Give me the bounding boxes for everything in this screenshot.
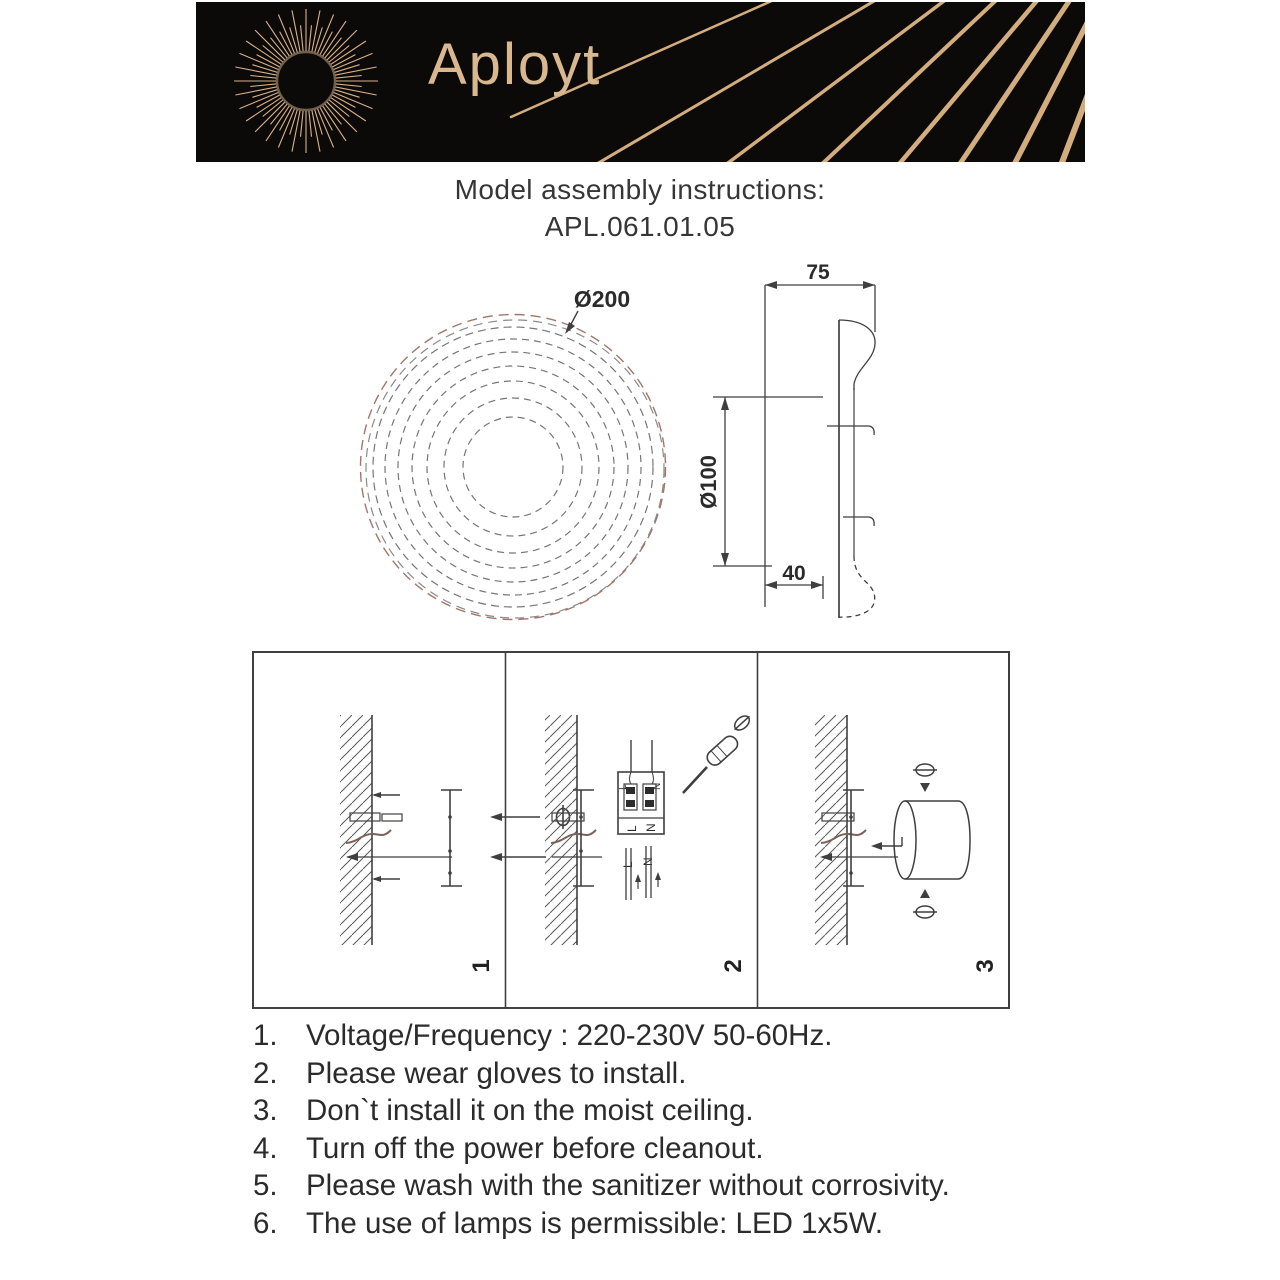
screwdriver-icon xyxy=(683,713,752,793)
item-text: Please wash with the sanitizer without corrosivity. xyxy=(306,1169,950,1202)
screw-icon xyxy=(913,889,937,918)
terminal-l-label: L xyxy=(625,825,639,832)
brand-logo: Aployt xyxy=(428,32,602,97)
item-text: Don`t install it on the moist ceiling. xyxy=(306,1094,754,1127)
lamp-side-view xyxy=(696,261,875,618)
item-number: 1. xyxy=(253,1019,278,1052)
screw-icon xyxy=(913,764,937,792)
item-number: 2. xyxy=(253,1056,278,1090)
wires-icon xyxy=(621,846,661,900)
list-item xyxy=(253,1056,1083,1090)
lamp-top-view xyxy=(361,286,666,620)
step1-number: 1 xyxy=(468,959,495,973)
item-number: 4. xyxy=(253,1131,278,1165)
assembly-steps-box xyxy=(253,652,1009,1008)
step3-panel xyxy=(815,715,999,973)
top-view-diameter-label: Ø200 xyxy=(573,286,631,312)
list-item xyxy=(253,1021,1083,1050)
terminal-n-label: N xyxy=(652,782,663,790)
item-number: 3. xyxy=(253,1094,278,1127)
step3-number: 3 xyxy=(972,959,999,973)
list-item xyxy=(253,1171,1083,1200)
terminal-l-label: L xyxy=(618,784,629,790)
item-number: 5. xyxy=(253,1169,278,1202)
wire-n-label: N xyxy=(641,857,655,866)
item-text: Please wear gloves to install. xyxy=(306,1056,687,1090)
terminal-n-label: N xyxy=(644,823,658,832)
lamp-body-icon xyxy=(894,801,970,879)
page-title: Model assembly instructions: xyxy=(454,174,826,205)
model-number: APL.061.01.05 xyxy=(544,211,736,242)
step1-panel xyxy=(340,715,570,973)
list-item xyxy=(253,1131,1083,1165)
side-view-diameter-label: Ø100 xyxy=(696,455,721,509)
list-item xyxy=(253,1096,1083,1125)
terminal-block-icon xyxy=(618,740,664,834)
list-item xyxy=(253,1206,1083,1240)
item-text: The use of lamps is permissible: LED 1x5W. xyxy=(306,1206,884,1240)
item-number: 6. xyxy=(253,1206,278,1240)
wire-l-label: L xyxy=(621,861,635,868)
side-view-offset-label: 40 xyxy=(782,562,806,585)
step2-panel xyxy=(545,713,752,972)
side-view-width-label: 75 xyxy=(806,261,830,284)
step2-number: 2 xyxy=(720,959,747,973)
instruction-list xyxy=(253,1021,1083,1246)
item-text: Turn off the power before cleanout. xyxy=(306,1131,764,1165)
item-text: Voltage/Frequency : 220-230V 50-60Hz. xyxy=(306,1019,833,1052)
